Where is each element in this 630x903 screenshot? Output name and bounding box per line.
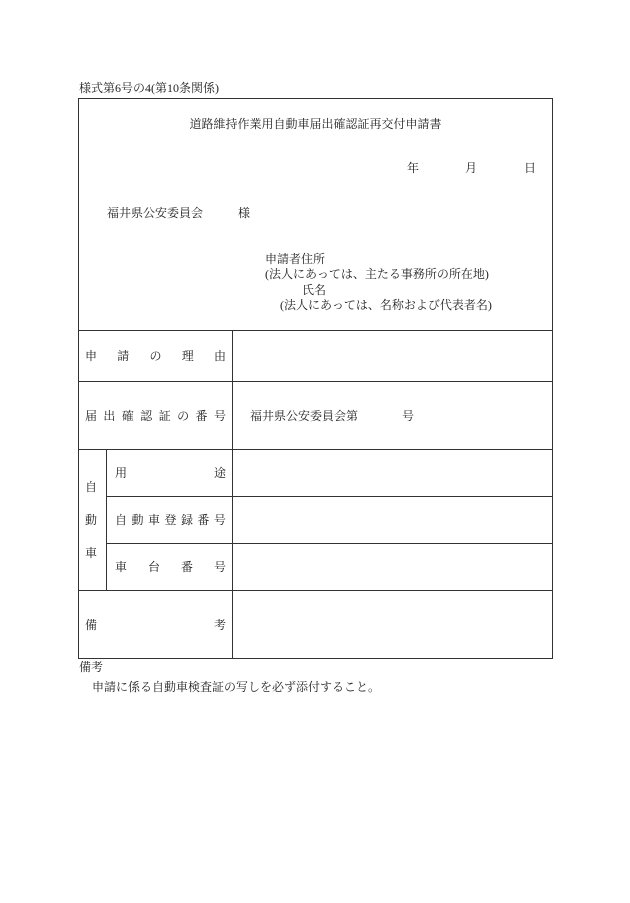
form-title: 道路維持作業用自動車届出確認証再交付申請書 xyxy=(189,117,442,131)
vehicle-group-label xyxy=(85,471,97,570)
label-character: 認 xyxy=(140,408,153,423)
remarks-row xyxy=(79,590,552,658)
label-character: 番 xyxy=(197,513,210,527)
certificate-number-label-cell xyxy=(79,382,233,449)
certificate-number-label xyxy=(85,408,226,424)
reason-value-cell xyxy=(233,331,552,381)
label-character: 番 xyxy=(180,560,193,574)
applicant-address-note: (法人にあっては、主たる事務所の所在地) xyxy=(265,267,489,281)
vehicle-usage-value-cell xyxy=(233,450,552,496)
vehicle-registration-value-cell xyxy=(233,497,552,543)
label-character: 自 xyxy=(115,513,128,527)
date-year-label: 年 xyxy=(407,161,420,175)
label-character: 車 xyxy=(147,513,160,527)
vehicle-chassis-row xyxy=(107,543,552,590)
certificate-number-row xyxy=(79,381,552,449)
label-character: 備 xyxy=(85,617,98,632)
vehicle-registration-label xyxy=(115,512,226,528)
reason-label-cell xyxy=(79,331,233,381)
label-character: の xyxy=(177,408,190,423)
vehicle-usage-row xyxy=(107,450,552,496)
label-character: 登 xyxy=(164,513,177,527)
vehicle-subrows xyxy=(107,450,552,590)
vehicle-chassis-value-cell xyxy=(233,544,552,590)
label-character: 号 xyxy=(213,560,226,574)
label-character: 車 xyxy=(115,560,128,574)
label-character: 請 xyxy=(117,349,130,363)
notes-heading: 備考 xyxy=(79,660,104,674)
applicant-name-label: 氏名 xyxy=(302,283,327,297)
label-character: の xyxy=(149,349,162,363)
label-character: 動 xyxy=(84,512,97,527)
label-character: 用 xyxy=(115,466,128,480)
certificate-number-prefix: 福井県公安委員会第 xyxy=(250,408,359,423)
vehicle-registration-label-cell xyxy=(107,497,233,543)
label-character: 由 xyxy=(213,349,226,363)
label-character: 確 xyxy=(121,408,134,423)
label-character: 途 xyxy=(213,466,226,480)
label-character: 番 xyxy=(195,408,208,423)
label-character: 証 xyxy=(158,408,171,423)
applicant-name-note: (法人にあっては、名称および代表者名) xyxy=(280,298,492,312)
vehicle-usage-label xyxy=(115,465,226,481)
addressee-name: 福井県公安委員会 xyxy=(107,206,204,220)
reason-label xyxy=(85,348,226,364)
label-character: 自 xyxy=(84,479,97,494)
label-character: 号 xyxy=(213,408,226,423)
form-number: 様式第6号の4(第10条関係) xyxy=(79,81,219,95)
label-character: 申 xyxy=(85,349,98,363)
remarks-value-cell xyxy=(233,591,552,658)
application-header-section xyxy=(79,99,552,330)
vehicle-registration-row xyxy=(107,496,552,543)
vehicle-chassis-label xyxy=(115,559,226,575)
certificate-number-suffix: 号 xyxy=(402,408,415,423)
vehicle-row-group xyxy=(79,449,552,590)
label-character: 録 xyxy=(180,513,193,527)
remarks-label-cell xyxy=(79,591,233,658)
application-form-table xyxy=(78,98,553,659)
reason-row xyxy=(79,330,552,381)
certificate-number-value-cell xyxy=(233,382,552,449)
label-character: 届 xyxy=(85,408,98,423)
date-day-label: 日 xyxy=(524,161,537,175)
label-character: 車 xyxy=(84,545,97,560)
vehicle-usage-label-cell xyxy=(107,450,233,496)
label-character: 考 xyxy=(213,617,226,632)
label-character: 台 xyxy=(147,560,160,574)
label-character: 理 xyxy=(181,349,194,363)
vehicle-chassis-label-cell xyxy=(107,544,233,590)
label-character: 出 xyxy=(103,408,116,423)
vehicle-group-label-cell xyxy=(79,450,107,590)
date-month-label: 月 xyxy=(465,161,478,175)
notes-item: 申請に係る自動車検査証の写しを必ず添付すること。 xyxy=(92,680,381,694)
applicant-address-label: 申請者住所 xyxy=(265,252,326,266)
label-character: 動 xyxy=(131,513,144,527)
addressee-honorific: 様 xyxy=(238,206,251,220)
remarks-label xyxy=(85,617,226,633)
label-character: 号 xyxy=(213,513,226,527)
